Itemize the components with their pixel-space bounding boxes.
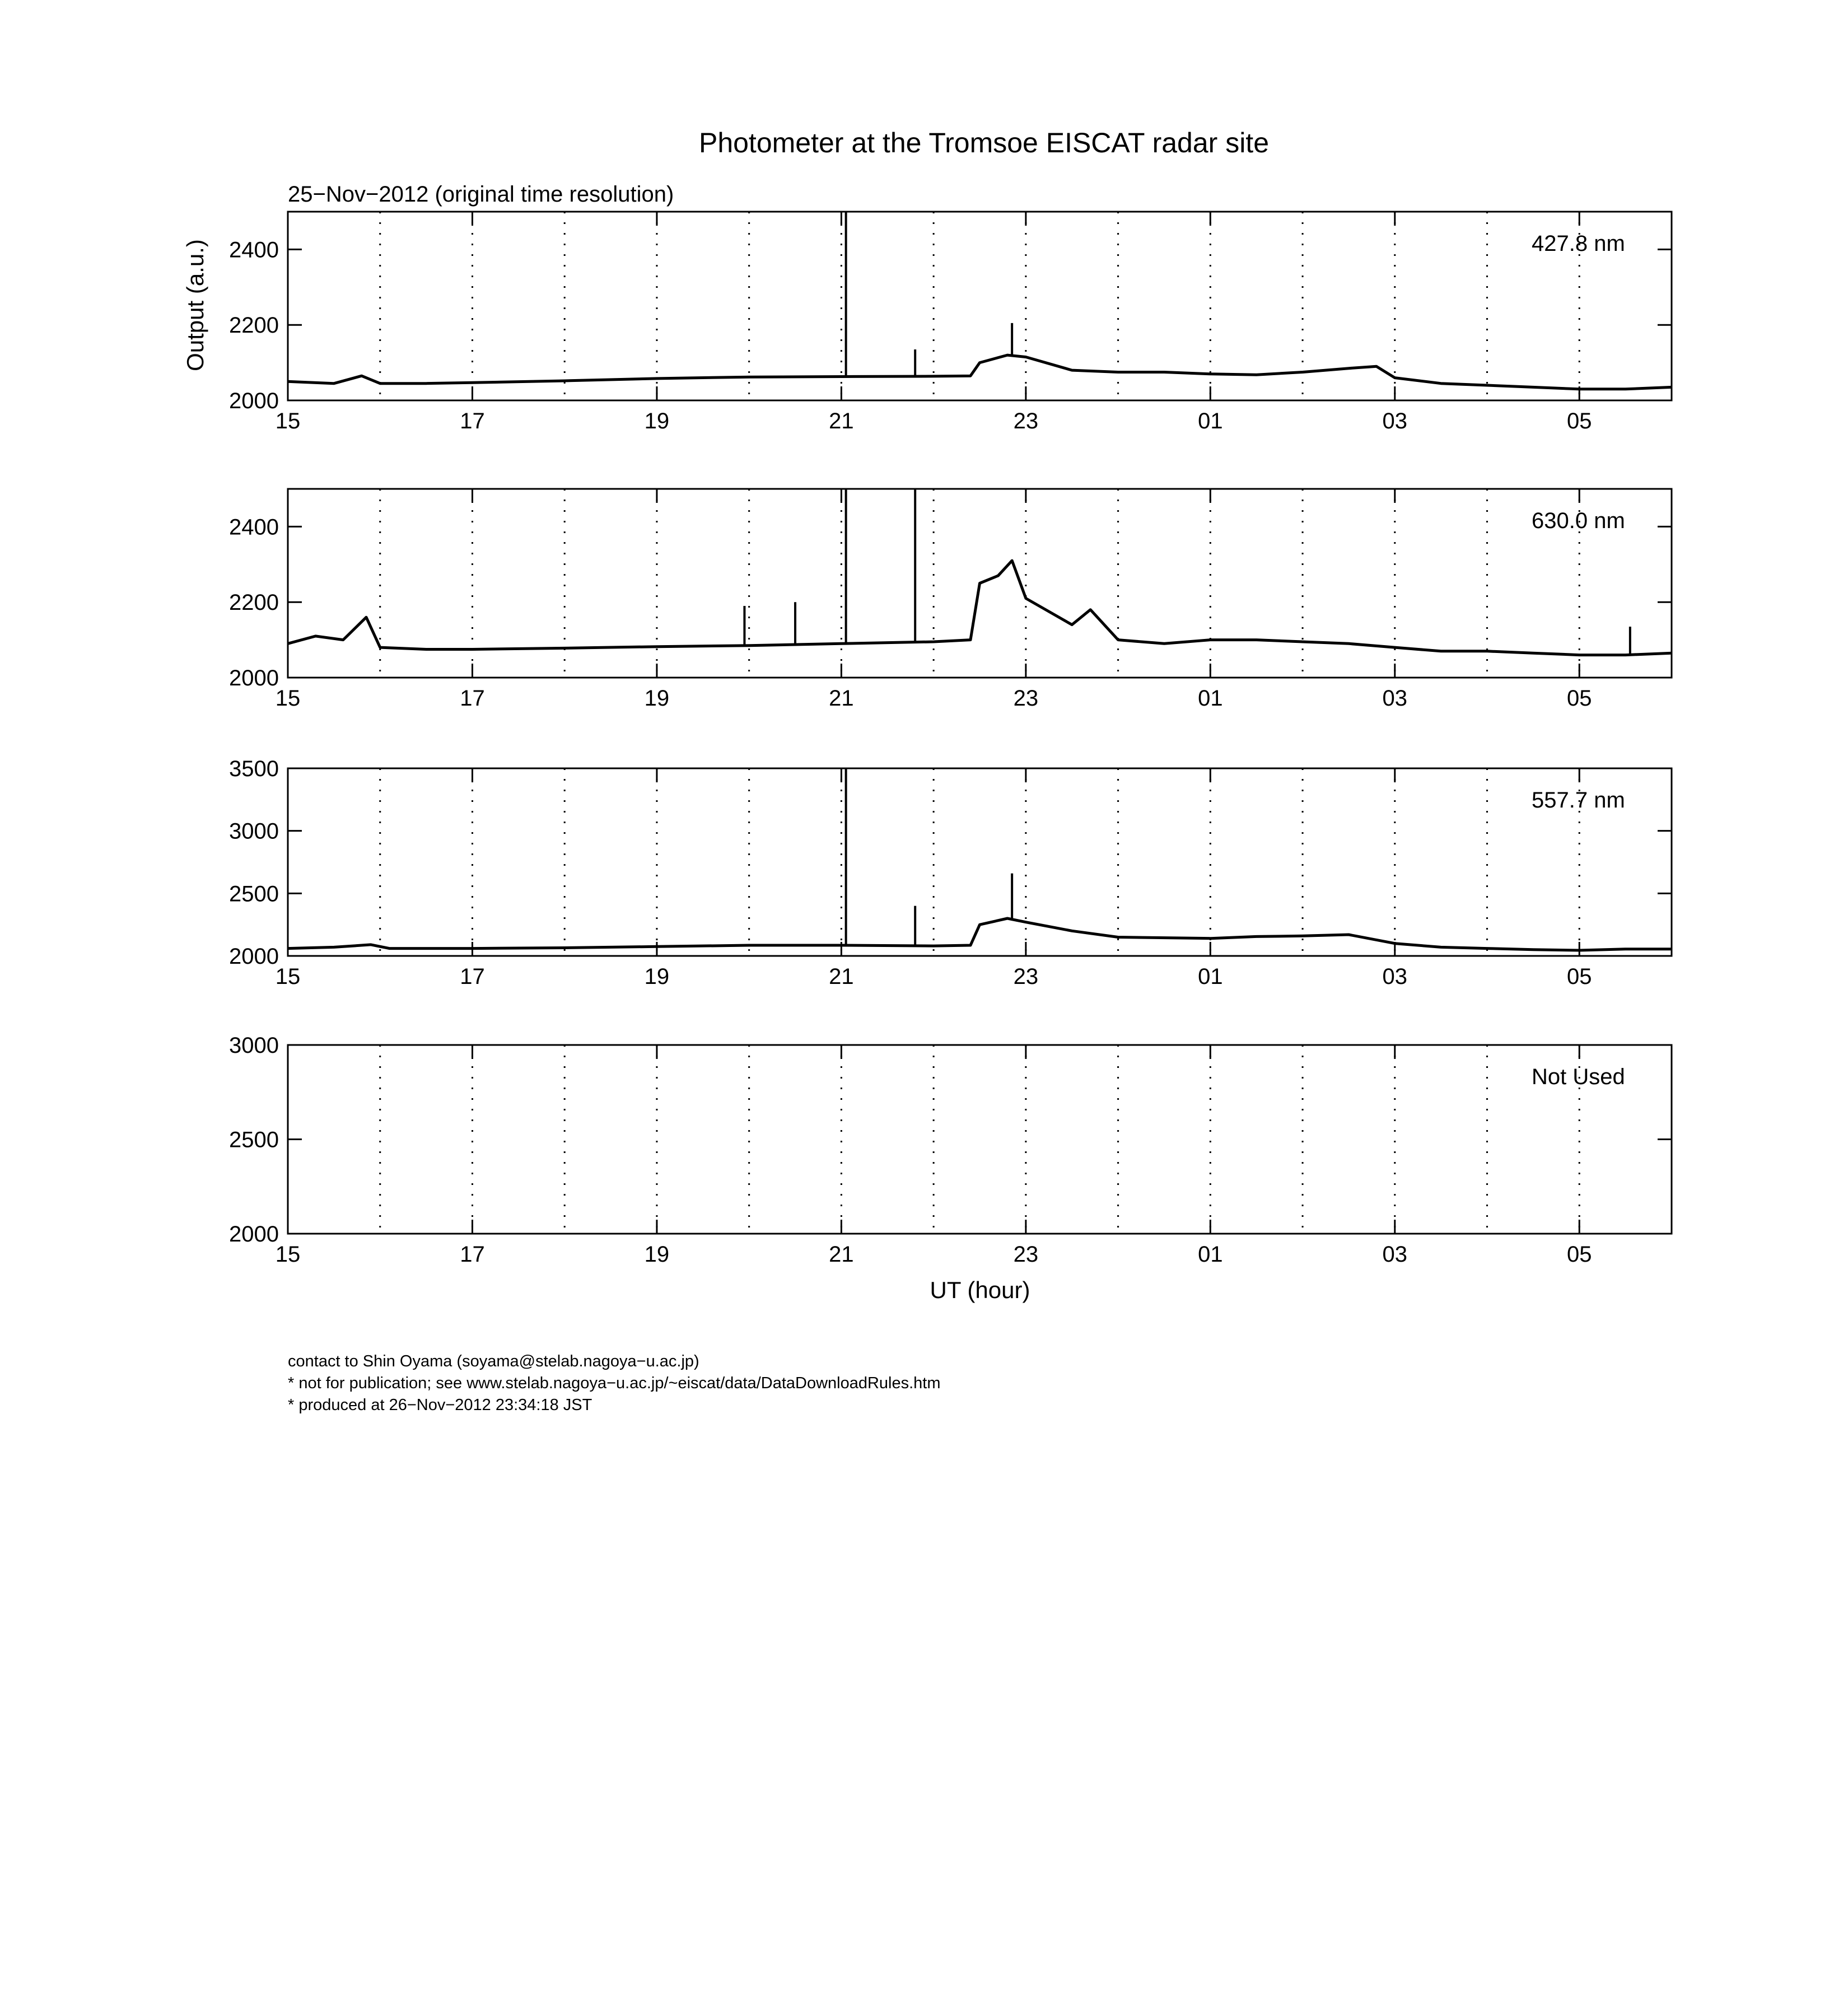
x-tick-label: 03 (1382, 686, 1408, 711)
y-tick-label: 3000 (229, 819, 279, 844)
x-tick-label: 15 (275, 686, 301, 711)
y-axis-label: Output (a.u.) (182, 239, 208, 371)
x-tick-label: 05 (1567, 1242, 1592, 1267)
x-tick-label: 21 (829, 409, 854, 433)
y-tick-label: 3000 (229, 1033, 279, 1058)
series-line (288, 355, 1672, 389)
panel-frame (288, 1045, 1672, 1234)
y-tick-label: 2200 (229, 313, 279, 338)
x-tick-label: 05 (1567, 409, 1592, 433)
x-axis-label: UT (hour) (930, 1277, 1030, 1303)
x-tick-label: 05 (1567, 964, 1592, 989)
panel-label: Not Used (1532, 1065, 1625, 1089)
x-tick-label: 15 (275, 409, 301, 433)
x-tick-label: 23 (1013, 686, 1039, 711)
panel-1 (229, 489, 1672, 711)
x-tick-label: 21 (829, 964, 854, 989)
y-tick-label: 2500 (229, 1127, 279, 1152)
footer-rules: * not for publication; see www.stelab.nagoya−u.ac.jp/~eiscat/data/DataDownloadRules.htm (288, 1374, 941, 1392)
x-tick-label: 01 (1198, 1242, 1223, 1267)
x-tick-label: 01 (1198, 686, 1223, 711)
x-tick-label: 23 (1013, 1242, 1039, 1267)
panel-2 (229, 757, 1672, 989)
x-tick-label: 17 (460, 409, 485, 433)
x-tick-label: 01 (1198, 409, 1223, 433)
y-tick-label: 2000 (229, 666, 279, 690)
x-tick-label: 03 (1382, 1242, 1408, 1267)
x-tick-label: 21 (829, 686, 854, 711)
x-tick-label: 19 (644, 1242, 670, 1267)
x-tick-label: 19 (644, 686, 670, 711)
x-tick-label: 17 (460, 686, 485, 711)
x-tick-label: 15 (275, 1242, 301, 1267)
x-tick-label: 21 (829, 1242, 854, 1267)
panel-frame (288, 212, 1672, 400)
panels (229, 212, 1672, 1267)
y-tick-label: 2400 (229, 237, 279, 263)
x-tick-label: 03 (1382, 964, 1408, 989)
y-tick-label: 2200 (229, 590, 279, 615)
x-tick-label: 23 (1013, 409, 1039, 433)
x-tick-label: 05 (1567, 686, 1592, 711)
y-tick-label: 3500 (229, 757, 279, 781)
y-tick-label: 2500 (229, 881, 279, 907)
chart-subtitle: 25−Nov−2012 (original time resolution) (288, 182, 674, 207)
x-tick-label: 17 (460, 964, 485, 989)
y-tick-label: 2000 (229, 389, 279, 413)
series-line (288, 561, 1672, 655)
panel-label: 427.8 nm (1532, 231, 1625, 256)
y-tick-label: 2000 (229, 944, 279, 969)
panel-label: 630.0 nm (1532, 508, 1625, 533)
series-line (288, 918, 1672, 950)
x-tick-label: 15 (275, 964, 301, 989)
x-tick-label: 19 (644, 964, 670, 989)
panel-3 (229, 1033, 1672, 1267)
x-tick-label: 03 (1382, 409, 1408, 433)
x-tick-label: 01 (1198, 964, 1223, 989)
panel-label: 557.7 nm (1532, 788, 1625, 813)
footer-produced: * produced at 26−Nov−2012 23:34:18 JST (288, 1396, 592, 1414)
y-tick-label: 2000 (229, 1222, 279, 1247)
x-tick-label: 23 (1013, 964, 1039, 989)
x-tick-label: 17 (460, 1242, 485, 1267)
x-tick-label: 19 (644, 409, 670, 433)
footer-contact: contact to Shin Oyama (soyama@stelab.nagoya−u.ac.jp) (288, 1352, 699, 1370)
chart-title: Photometer at the Tromsoe EISCAT radar site (698, 127, 1270, 158)
panel-0 (229, 212, 1672, 433)
y-tick-label: 2400 (229, 515, 279, 540)
